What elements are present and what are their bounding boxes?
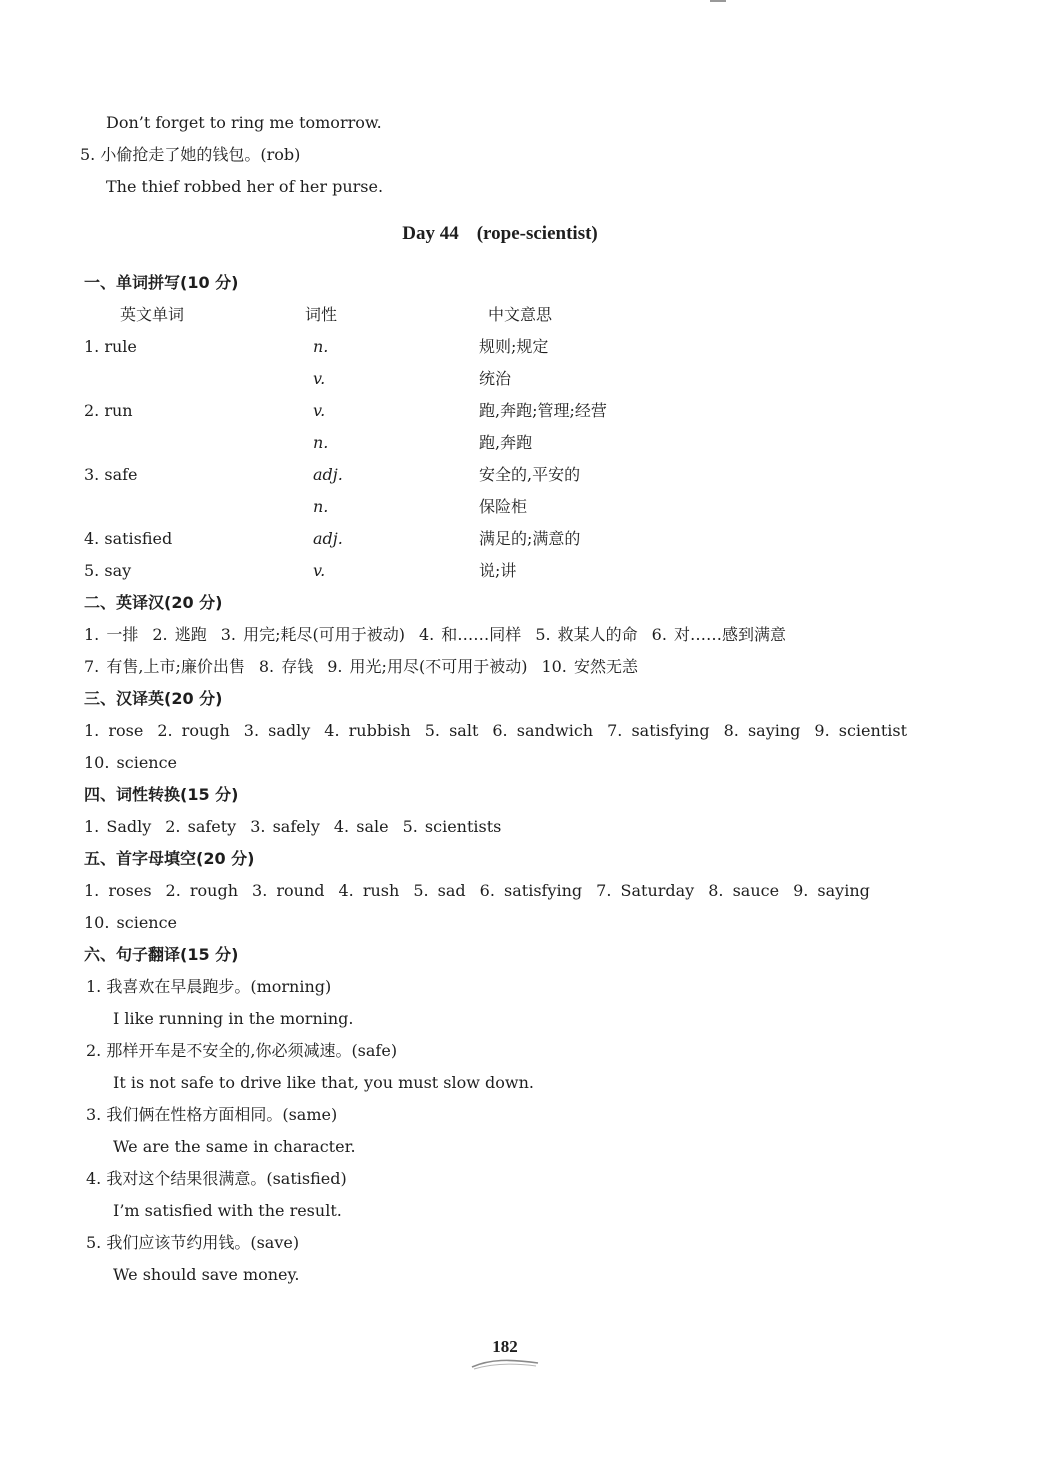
top-edge-mark: [710, 0, 726, 2]
answer-item: 4. rubbish: [324, 721, 411, 740]
section-4-heading: 四、词性转换(15 分): [84, 785, 239, 804]
translation-question: 5. 我们应该节约用钱。(save): [86, 1233, 300, 1252]
section-2-heading: 二、英译汉(20 分): [84, 593, 223, 612]
vocab-meaning: 规则;规定: [479, 337, 549, 356]
answer-item: 7. Saturday: [596, 881, 695, 900]
answer-item: 3. 用完;耗尽(可用于被动): [220, 625, 405, 644]
section-1-heading: 一、单词拼写(10 分): [84, 273, 239, 292]
translation-answer: I’m satisfied with the result.: [113, 1201, 342, 1220]
vocab-meaning: 跑,奔跑: [479, 433, 533, 452]
answer-item: 2. rough: [157, 721, 230, 740]
answer-item: 10. 安然无恙: [541, 657, 638, 676]
vocab-meaning: 满足的;满意的: [479, 529, 581, 548]
section-2-line-1: [84, 624, 964, 646]
answer-item: 1. roses: [84, 881, 152, 900]
answer-item: 2. safety: [165, 817, 237, 836]
section-3-line-1: [84, 720, 964, 742]
answer-item: 9. 用光;用尽(不可用于被动): [327, 657, 528, 676]
carry-question-5: 5. 小偷抢走了她的钱包。(rob): [80, 145, 301, 164]
answer-item: 5. salt: [424, 721, 479, 740]
vocab-pos: n.: [313, 337, 329, 356]
vocab-word: 1. rule: [84, 337, 137, 356]
answer-item: 6. 对……感到满意: [651, 625, 787, 644]
vocab-meaning: 统治: [479, 369, 512, 388]
col-header-pos: 词性: [305, 305, 338, 324]
answer-item: 2. 逃跑: [152, 625, 207, 644]
vocab-pos: n.: [313, 433, 329, 452]
vocab-pos: adj.: [313, 465, 343, 484]
vocab-word: 4. satisfied: [84, 529, 173, 548]
answer-item: 4. 和……同样: [418, 625, 522, 644]
page-number: 182: [492, 1337, 518, 1356]
answer-item: 8. saying: [723, 721, 801, 740]
answer-item: 10. science: [84, 913, 178, 932]
vocab-meaning: 安全的,平安的: [479, 465, 581, 484]
section-2-line-2: [84, 656, 964, 678]
answer-item: 8. 存钱: [258, 657, 314, 676]
answer-item: 6. satisfying: [479, 881, 583, 900]
carry-answer-4: Don’t forget to ring me tomorrow.: [106, 113, 382, 132]
section-5-line-1: [84, 880, 964, 902]
answer-item: 7. 有售,上市;廉价出售: [84, 657, 245, 676]
translation-question: 4. 我对这个结果很满意。(satisfied): [86, 1169, 347, 1188]
answer-item: 10. science: [84, 753, 178, 772]
section-4-line-1: [84, 816, 964, 838]
translation-question: 2. 那样开车是不安全的,你必须减速。(safe): [86, 1041, 398, 1060]
section-5-line-2: [84, 912, 964, 934]
answer-item: 5. scientists: [402, 817, 502, 836]
answer-item: 6. sandwich: [492, 721, 594, 740]
vocab-pos: n.: [313, 497, 329, 516]
answer-item: 3. round: [252, 881, 325, 900]
answer-item: 1. 一排: [84, 625, 139, 644]
translation-question: 3. 我们俩在性格方面相同。(same): [86, 1105, 338, 1124]
translation-question: 1. 我喜欢在早晨跑步。(morning): [86, 977, 332, 996]
vocab-word: 3. safe: [84, 465, 138, 484]
answer-item: 7. satisfying: [607, 721, 710, 740]
answer-item: 4. sale: [333, 817, 389, 836]
answer-item: 8. sauce: [708, 881, 780, 900]
section-5-heading: 五、首字母填空(20 分): [84, 849, 255, 868]
vocab-pos: v.: [313, 561, 326, 580]
page-number-swoosh-icon: [470, 1357, 540, 1371]
answer-item: 1. Sadly: [84, 817, 152, 836]
answer-item: 1. rose: [84, 721, 144, 740]
section-6-heading: 六、句子翻译(15 分): [84, 945, 239, 964]
vocab-pos: adj.: [313, 529, 343, 548]
vocab-pos: v.: [313, 401, 326, 420]
answer-item: 5. sad: [413, 881, 466, 900]
answer-item: 3. sadly: [243, 721, 311, 740]
vocab-word: 5. say: [84, 561, 132, 580]
answer-item: 2. rough: [165, 881, 239, 900]
translation-answer: I like running in the morning.: [113, 1009, 354, 1028]
answer-item: 9. scientist: [814, 721, 908, 740]
day-title: [0, 223, 1000, 245]
day-label: Day 44: [402, 223, 459, 244]
carry-answer-5: The thief robbed her of her purse.: [106, 177, 384, 196]
translation-answer: We should save money.: [113, 1265, 300, 1284]
translation-answer: We are the same in character.: [113, 1137, 356, 1156]
vocab-meaning: 说;讲: [479, 561, 517, 580]
answer-item: 3. safely: [250, 817, 320, 836]
answer-item: 5. 救某人的命: [535, 625, 638, 644]
day-range: (rope-scientist): [476, 223, 598, 244]
vocab-pos: v.: [313, 369, 326, 388]
translation-answer: It is not safe to drive like that, you must slow down.: [113, 1073, 535, 1092]
vocab-meaning: 保险柜: [479, 497, 528, 516]
vocab-word: 2. run: [84, 401, 133, 420]
vocab-meaning: 跑,奔跑;管理;经营: [479, 401, 607, 420]
col-header-word: 英文单词: [120, 305, 185, 324]
section-3-heading: 三、汉译英(20 分): [84, 689, 223, 708]
answer-item: 9. saying: [793, 881, 870, 900]
section-3-line-2: [84, 752, 964, 774]
col-header-meaning: 中文意思: [488, 305, 553, 324]
answer-item: 4. rush: [338, 881, 400, 900]
